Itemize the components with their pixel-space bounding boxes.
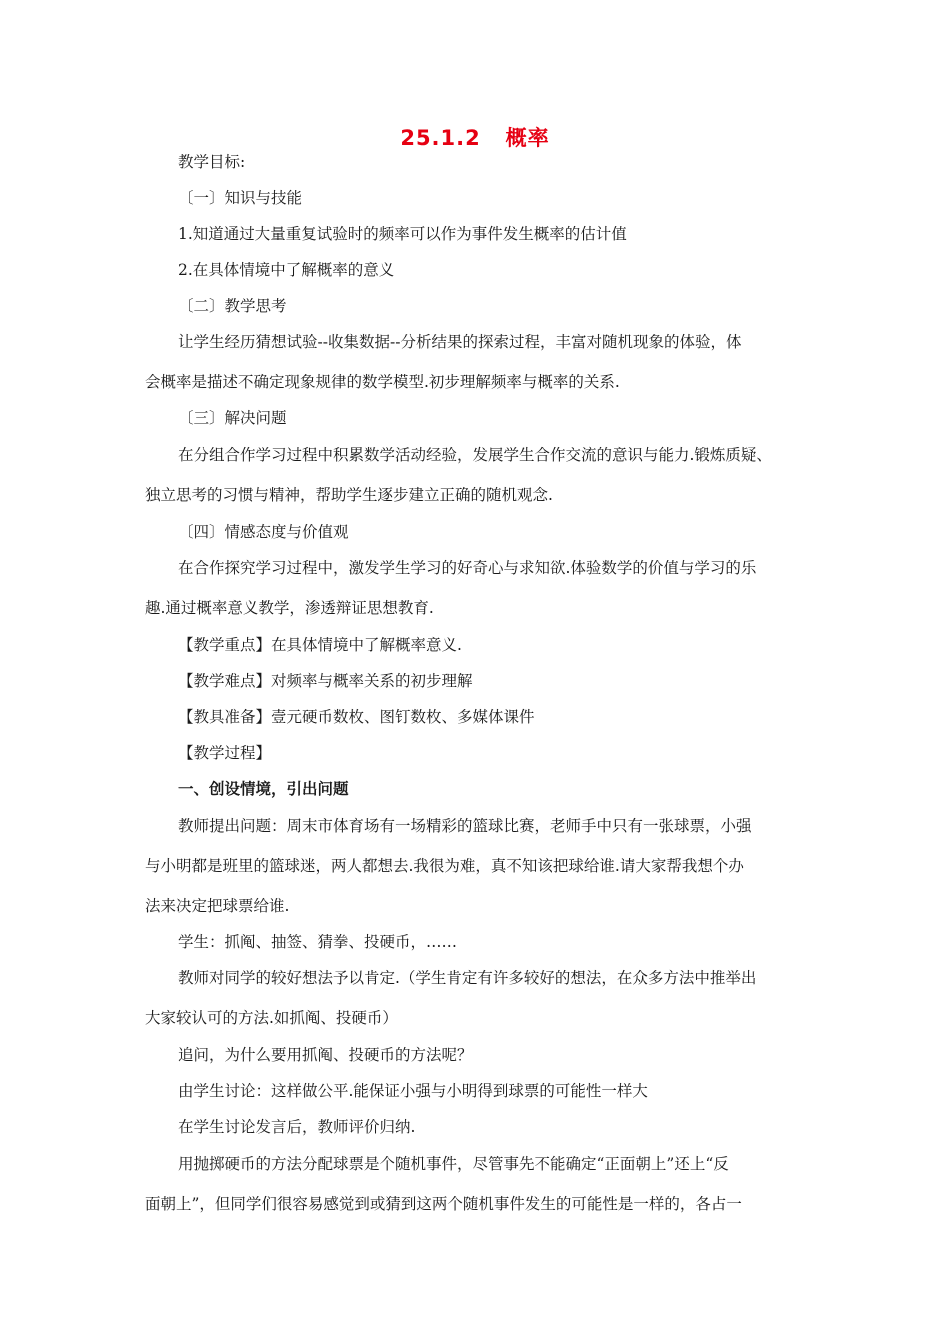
paragraph-line: 大家较认可的方法.如抓阄、投硬币） [145,1009,398,1027]
paragraph-line: 让学生经历猜想试验--收集数据--分析结果的探索过程，丰富对随机现象的体验，体 [178,333,742,351]
paragraph-line: 〔四〕情感态度与价值观 [178,523,349,541]
paragraph-line: 2.在具体情境中了解概率的意义 [178,261,395,279]
paragraph-line: 【教学过程】 [178,744,272,762]
paragraph-line: 会概率是描述不确定现象规律的数学模型.初步理解频率与概率的关系. [145,373,620,391]
paragraph-line: 与小明都是班里的篮球迷，两人都想去.我很为难，真不知该把球给谁.请大家帮我想个办 [145,857,744,875]
paragraph-line: 追问，为什么要用抓阄、投硬币的方法呢？ [178,1046,473,1064]
paragraph-line: 独立思考的习惯与精神，帮助学生逐步建立正确的随机观念. [145,486,553,504]
paragraph-line: 由学生讨论：这样做公平.能保证小强与小明得到球票的可能性一样大 [178,1082,648,1100]
paragraph-line: 【教学重点】在具体情境中了解概率意义. [178,636,462,654]
document-title: 25.1.2 概率 [400,126,550,150]
paragraph-line: 【教具准备】壹元硬币数枚、图钉数枚、多媒体课件 [178,708,535,726]
paragraph-line: 教学目标: [178,153,246,171]
paragraph-line: 用抛掷硬币的方法分配球票是个随机事件，尽管事先不能确定“正面朝上”还上“反 [178,1155,729,1173]
paragraph-line: 教师提出问题：周末市体育场有一场精彩的篮球比赛，老师手中只有一张球票，小强 [178,817,752,835]
paragraph-line: 法来决定把球票给谁. [145,897,290,915]
paragraph-line: 1.知道通过大量重复试验时的频率可以作为事件发生概率的估计值 [178,225,627,243]
paragraph-line: 面朝上”，但同学们很容易感觉到或猜到这两个随机事件发生的可能性是一样的，各占一 [145,1195,742,1213]
paragraph-line: 学生：抓阄、抽签、猜拳、投硬币，…… [178,933,458,951]
section-heading: 一、创设情境，引出问题 [178,779,349,798]
paragraph-line: 〔三〕解决问题 [178,409,287,427]
paragraph-line: 在分组合作学习过程中积累数学活动经验，发展学生合作交流的意识与能力.锻炼质疑、 [178,446,772,464]
paragraph-line: 〔一〕知识与技能 [178,189,303,207]
paragraph-line: 教师对同学的较好想法予以肯定.（学生肯定有许多较好的想法，在众多方法中推举出 [178,969,757,987]
paragraph-line: 在合作探究学习过程中，激发学生学习的好奇心与求知欲.体验数学的价值与学习的乐 [178,559,757,577]
paragraph-line: 〔二〕教学思考 [178,297,287,315]
paragraph-line: 在学生讨论发言后，教师评价归纳. [178,1118,416,1136]
paragraph-line: 趣.通过概率意义教学，渗透辩证思想教育. [145,599,434,617]
paragraph-line: 【教学难点】对频率与概率关系的初步理解 [178,672,473,690]
